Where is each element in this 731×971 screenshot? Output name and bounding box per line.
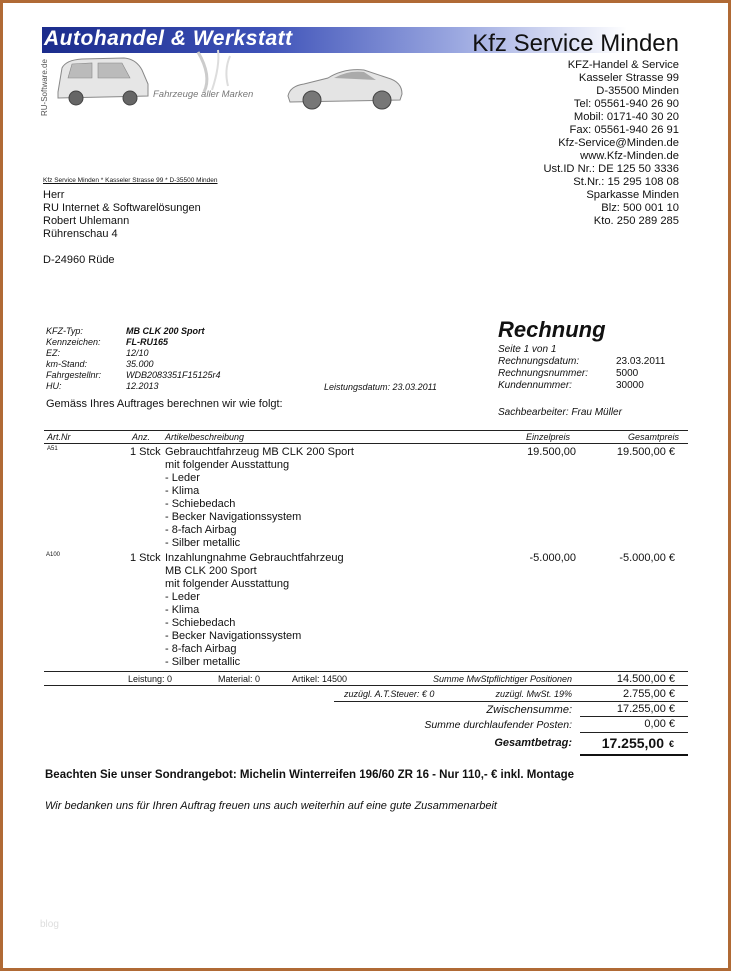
contact-line: www.Kfz-Minden.de [580, 150, 679, 162]
vehicle-value: MB CLK 200 Sport [126, 326, 205, 336]
vehicle-label: KFZ-Typ: [46, 326, 83, 336]
intro-text: Gemäss Ihres Auftrages berechnen wir wie folgt: [46, 398, 283, 410]
contact-line: Sparkasse Minden [586, 189, 679, 201]
vehicle-value: 12.2013 [126, 381, 159, 391]
contact-line: Kasseler Strasse 99 [578, 72, 679, 84]
invoice-date: 23.03.2011 [616, 356, 666, 367]
item-line: - Leder [165, 472, 200, 484]
mwst-positions-value: 14.500,00 € [616, 673, 675, 685]
contact-line: Blz: 500 001 10 [601, 202, 679, 214]
zwischensumme-value: 17.255,00 € [616, 703, 675, 715]
mwst-positions-label: Summe MwStpflichtiger Positionen [432, 674, 572, 684]
item-line: - Leder [165, 591, 200, 603]
recipient-address [43, 189, 201, 241]
gesamtbetrag-label: Gesamtbetrag: [494, 737, 572, 749]
gesamtbetrag-currency: € [668, 739, 674, 749]
durchlauf-label: Summe durchlaufender Posten: [424, 719, 572, 731]
item-anz: 1 Stck [130, 446, 161, 458]
invoice-number: 5000 [616, 368, 639, 379]
recipient-line: Rührenschau 4 [43, 228, 118, 240]
mwst-value: 2.755,00 € [623, 688, 675, 700]
artikel-summary: Artikel: 14500 [292, 674, 348, 684]
item-line: Inzahlungnahme Gebrauchtfahrzeug [165, 552, 344, 564]
header-rule [44, 430, 688, 431]
recipient-line: RU Internet & Softwarelösungen [43, 202, 201, 214]
item-unit-price: 19.500,00 [527, 446, 576, 458]
vehicle-label: HU: [46, 381, 62, 391]
side-text: RU-Software.de [40, 59, 49, 116]
item-anz: 1 Stck [130, 552, 161, 564]
total-underline [580, 754, 688, 756]
item-line: - 8-fach Airbag [165, 524, 237, 536]
contact-block [543, 59, 679, 228]
vehicle-label: km-Stand: [46, 359, 88, 369]
vehicle-value: FL-RU165 [126, 337, 169, 347]
contact-line: Tel: 05561-940 26 90 [573, 98, 679, 110]
contact-line: Kfz-Service@Minden.de [558, 137, 679, 149]
contact-line: St.Nr.: 15 295 108 08 [573, 176, 679, 188]
item-description [165, 552, 344, 669]
summary-rule [334, 701, 688, 702]
contact-line: KFZ-Handel & Service [567, 59, 679, 71]
item-line: - Schiebedach [165, 617, 236, 629]
recipient-city: D-24960 Rüde [43, 254, 115, 266]
contact-line: D-35500 Minden [596, 85, 679, 97]
col-art: Art.Nr [47, 432, 71, 442]
item-line: - Klima [165, 485, 200, 497]
page-indicator: Seite 1 von 1 [498, 344, 557, 355]
item-total-price: -5.000,00 € [619, 552, 675, 564]
contact-line: Ust.ID Nr.: DE 125 50 3336 [543, 163, 679, 175]
summary-rule [44, 671, 688, 672]
item-line: mit folgender Ausstattung [165, 578, 290, 590]
sender-line: Kfz Service Minden * Kasseler Strasse 99 * D-35500 Minden [43, 177, 218, 184]
van-illustration [52, 50, 152, 110]
thanks-text: Wir bedanken uns für Ihren Auftrag freuen uns auch weiterhin auf eine gute Zusammenarbeit [45, 800, 497, 812]
summary-rule [580, 716, 688, 717]
item-total-price: 19.500,00 € [616, 446, 675, 458]
zwischensumme-label: Zwischensumme: [486, 704, 572, 716]
durchlauf-value: 0,00 € [644, 718, 675, 730]
item-unit-price: -5.000,00 [529, 552, 576, 564]
item-line: - Schiebedach [165, 498, 236, 510]
company-title: Kfz Service Minden [472, 30, 679, 57]
item-line: - Becker Navigationssystem [165, 630, 302, 642]
slogan: Fahrzeuge aller Marken [153, 89, 254, 100]
vehicle-info [46, 326, 221, 392]
col-desc: Artikelbeschreibung [165, 432, 245, 442]
item-line: - 8-fach Airbag [165, 643, 237, 655]
item-line: - Silber metallic [165, 537, 241, 549]
clerk: Sachbearbeiter: Frau Müller [498, 407, 622, 418]
sportscar-illustration [284, 56, 406, 114]
summary-rule [44, 685, 688, 686]
recipient-line: Herr [43, 189, 65, 201]
material-summary: Material: 0 [218, 674, 261, 684]
at-steuer: zuzügl. A.T.Steuer: € 0 [344, 689, 435, 699]
special-offer: Beachten Sie unser Sondrangebot: Michelin Winterreifen 196/60 ZR 16 - Nur 110,- € inkl. Montage [45, 769, 575, 781]
vehicle-value: 12/10 [126, 348, 149, 358]
banner-title: Autohandel & Werkstatt [44, 27, 293, 50]
summary-rule [580, 732, 688, 733]
vehicle-label: Fahrgestellnr: [46, 370, 102, 380]
invoice-field-label: Rechnungsnummer: [498, 368, 589, 379]
invoice-field-label: Kundennummer: [498, 380, 572, 391]
vehicle-value: 35.000 [126, 359, 154, 369]
item-description [165, 446, 354, 550]
vehicle-value: WDB2083351F15125r4 [126, 370, 221, 380]
item-line: Gebrauchtfahrzeug MB CLK 200 Sport [165, 446, 354, 458]
item-line: - Klima [165, 604, 200, 616]
contact-line: Kto. 250 289 285 [593, 215, 679, 227]
invoice-title: Rechnung [498, 317, 606, 342]
gesamtbetrag-value: 17.255,00 [601, 735, 664, 751]
watermark: blog [40, 919, 59, 930]
item-art: A51 [47, 446, 58, 452]
item-art: A100 [46, 552, 61, 558]
invoice-field-label: Rechnungsdatum: [498, 356, 580, 367]
item-line: mit folgender Ausstattung [165, 459, 290, 471]
vehicle-label: EZ: [46, 348, 61, 358]
col-anz: Anz. [132, 432, 151, 442]
contact-line: Mobil: 0171-40 30 20 [573, 111, 679, 123]
item-line: - Silber metallic [165, 656, 241, 668]
leistung-summary: Leistung: 0 [128, 674, 173, 684]
leistungsdatum: Leistungsdatum: 23.03.2011 [324, 382, 437, 392]
item-line: MB CLK 200 Sport [165, 565, 257, 577]
vehicle-label: Kennzeichen: [46, 337, 101, 347]
customer-number: 30000 [616, 380, 644, 391]
col-total: Gesamtpreis [628, 432, 680, 442]
item-line: - Becker Navigationssystem [165, 511, 302, 523]
col-unit: Einzelpreis [526, 432, 571, 442]
recipient-line: Robert Uhlemann [43, 215, 130, 227]
mwst-label: zuzügl. MwSt. 19% [495, 689, 572, 699]
contact-line: Fax: 05561-940 26 91 [569, 124, 679, 136]
header-rule [44, 443, 688, 444]
